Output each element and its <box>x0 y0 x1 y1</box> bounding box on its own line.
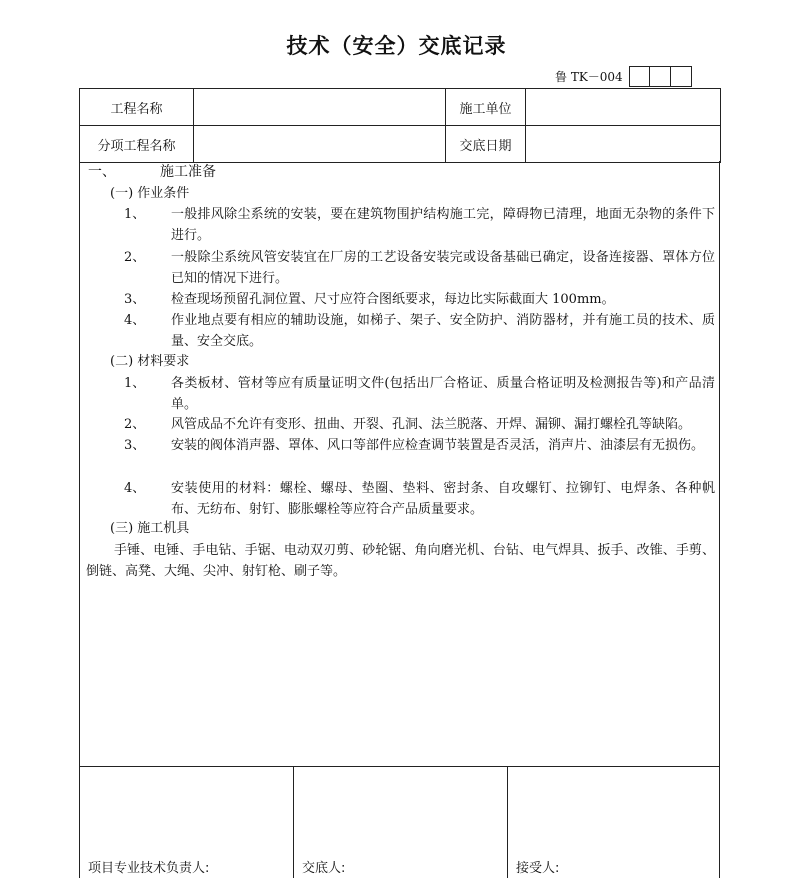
code-box <box>671 66 692 87</box>
construction-unit-label: 施工单位 <box>446 89 526 126</box>
item-text: 检查现场预留孔洞位置、尺寸应符合图纸要求，每边比实际截面大 100mm。 <box>171 292 615 307</box>
sub-project-label: 分项工程名称 <box>80 126 194 163</box>
subsection-title: (一) 作业条件 <box>110 186 190 201</box>
subsection-title: (三) 施工机具 <box>110 521 190 536</box>
item-text: 一般排风除尘系统的安装，要在建筑物围护结构施工完，障碍物已清理，地面无杂物的条件下进行。 <box>171 207 715 243</box>
form-code-label: 鲁 TK－004 <box>555 69 623 84</box>
page-title: 技术（安全）交底记录 <box>286 34 507 58</box>
section-title: 施工准备 <box>160 164 216 180</box>
header-table <box>79 88 721 163</box>
item-number: 2、 <box>124 250 146 265</box>
item-text: 作业地点要有相应的辅助设施，如梯子、架子、安全防护、消防器材，并有施工员的技术、质量、安全交底。 <box>171 313 715 349</box>
date-label: 交底日期 <box>446 126 526 163</box>
subsection-title: (二) 材料要求 <box>110 354 190 369</box>
item-text: 安装使用的材料：螺栓、螺母、垫圈、垫料、密封条、自攻螺钉、拉铆钉、电焊条、各种帆布、无纺布、射钉、膨胀螺栓等应符合产品质量要求。 <box>171 481 715 517</box>
receiver-label: 接受人: <box>516 861 560 876</box>
item-number: 2、 <box>124 417 146 432</box>
header-row <box>80 126 721 163</box>
tech-lead-signature-cell[interactable] <box>80 767 294 878</box>
content-area <box>79 161 720 767</box>
tools-list: 手锤、电锤、手电钻、手锯、电动双刃剪、砂轮锯、角向磨光机、台钻、电气焊具、扳手、改锥、手剪、倒链、高凳、大绳、尖冲、射钉枪、刷子等。 <box>86 543 715 579</box>
date-field[interactable] <box>526 126 721 163</box>
signature-row <box>79 766 720 878</box>
item-number: 1、 <box>124 376 146 391</box>
header-row <box>80 89 721 126</box>
code-box <box>629 66 650 87</box>
form-code <box>555 64 692 88</box>
section-number: 一、 <box>88 164 116 180</box>
item-number: 4、 <box>124 313 146 328</box>
project-name-field[interactable] <box>194 89 446 126</box>
sub-project-field[interactable] <box>194 126 446 163</box>
project-name-label: 工程名称 <box>80 89 194 126</box>
item-text: 各类板材、管材等应有质量证明文件(包括出厂合格证、质量合格证明及检测报告等)和产品清单。 <box>171 376 715 412</box>
tech-lead-label: 项目专业技术负责人: <box>88 861 210 876</box>
item-text: 安装的阀体消声器、罩体、风口等部件应检查调节装置是否灵活，消声片、油漆层有无损伤。 <box>171 438 705 453</box>
item-text: 一般除尘系统风管安装宜在厂房的工艺设备安装完或设备基础已确定，设备连接器、罩体方位已知的情况下进行。 <box>171 250 715 286</box>
construction-unit-field[interactable] <box>526 89 721 126</box>
discloser-signature-cell[interactable] <box>294 767 508 878</box>
receiver-signature-cell[interactable] <box>508 767 719 878</box>
discloser-label: 交底人: <box>302 861 346 876</box>
code-box <box>650 66 671 87</box>
item-number: 4、 <box>124 481 146 496</box>
item-number: 1、 <box>124 207 146 222</box>
item-number: 3、 <box>124 438 146 453</box>
item-text: 风管成品不允许有变形、扭曲、开裂、孔洞、法兰脱落、开焊、漏铆、漏打螺栓孔等缺陷。 <box>171 417 692 432</box>
item-number: 3、 <box>124 292 146 307</box>
